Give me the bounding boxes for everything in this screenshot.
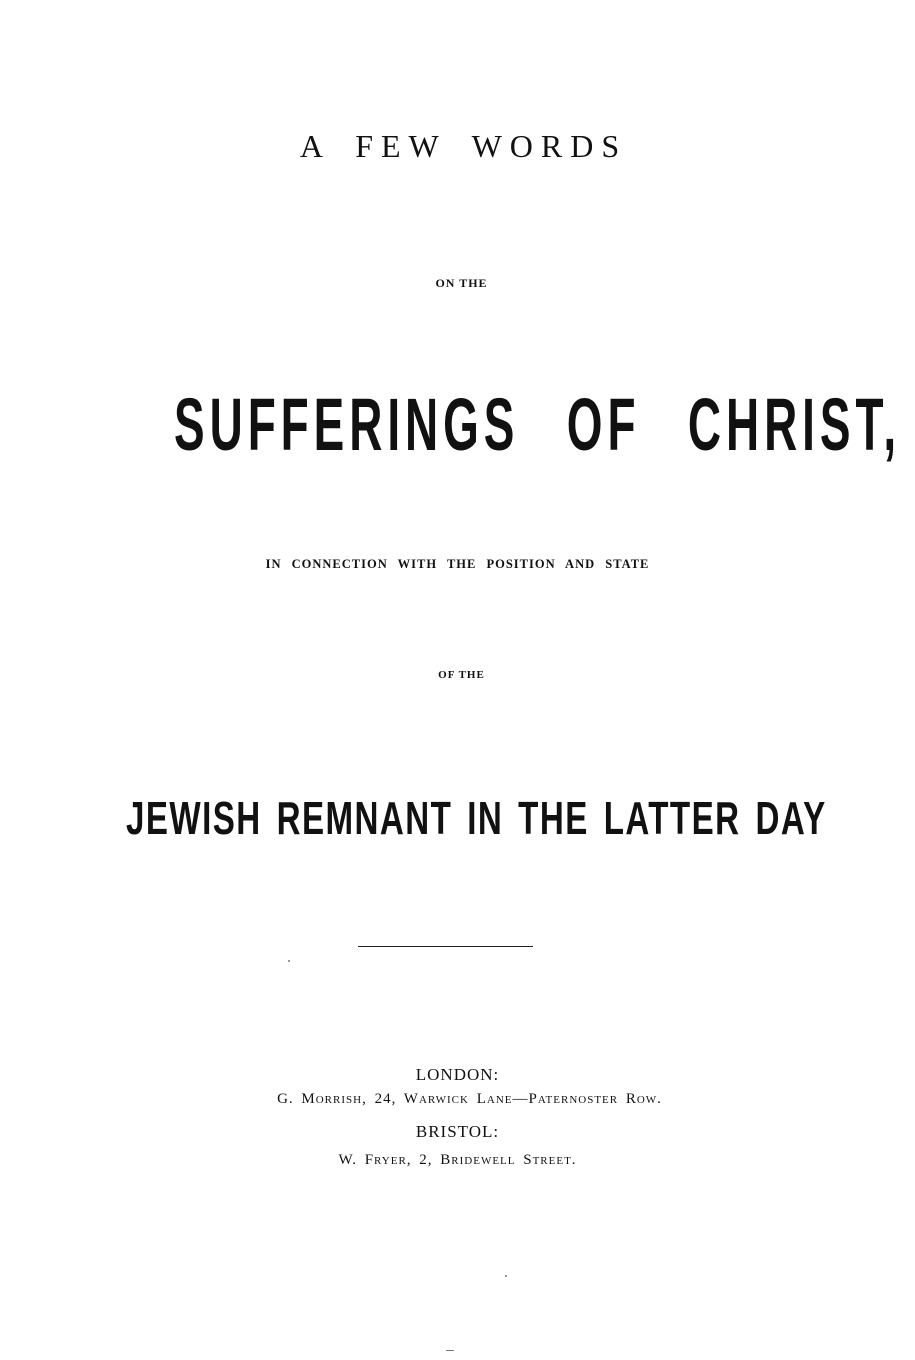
imprint-city-london: LONDON:	[415, 1065, 500, 1084]
paper-speck	[505, 1275, 507, 1277]
imprint-city-bristol: BRISTOL:	[415, 1122, 500, 1141]
subtitle-jewish-remnant: JEWISH REMNANT IN THE LATTER DAY	[126, 792, 827, 844]
subtitle-of-the: OF THE	[438, 669, 485, 681]
horizontal-rule-divider	[358, 946, 533, 947]
title-line-on-the: ON THE	[435, 276, 488, 290]
imprint-publisher-bristol: W. Fryer, 2, Bridewell Street.	[338, 1152, 577, 1168]
imprint-publisher-london: G. Morrish, 24, Warwick Lane—Paternoster Row.	[277, 1091, 662, 1107]
paper-speck	[446, 1350, 454, 1351]
subtitle-in-connection: IN CONNECTION WITH THE POSITION AND STATE	[265, 557, 650, 571]
title-line-a-few-words: A FEW WORDS	[299, 128, 628, 164]
paper-speck	[288, 960, 290, 962]
main-title-sufferings-of-christ: SUFFERINGS OF CHRIST,	[174, 383, 902, 466]
